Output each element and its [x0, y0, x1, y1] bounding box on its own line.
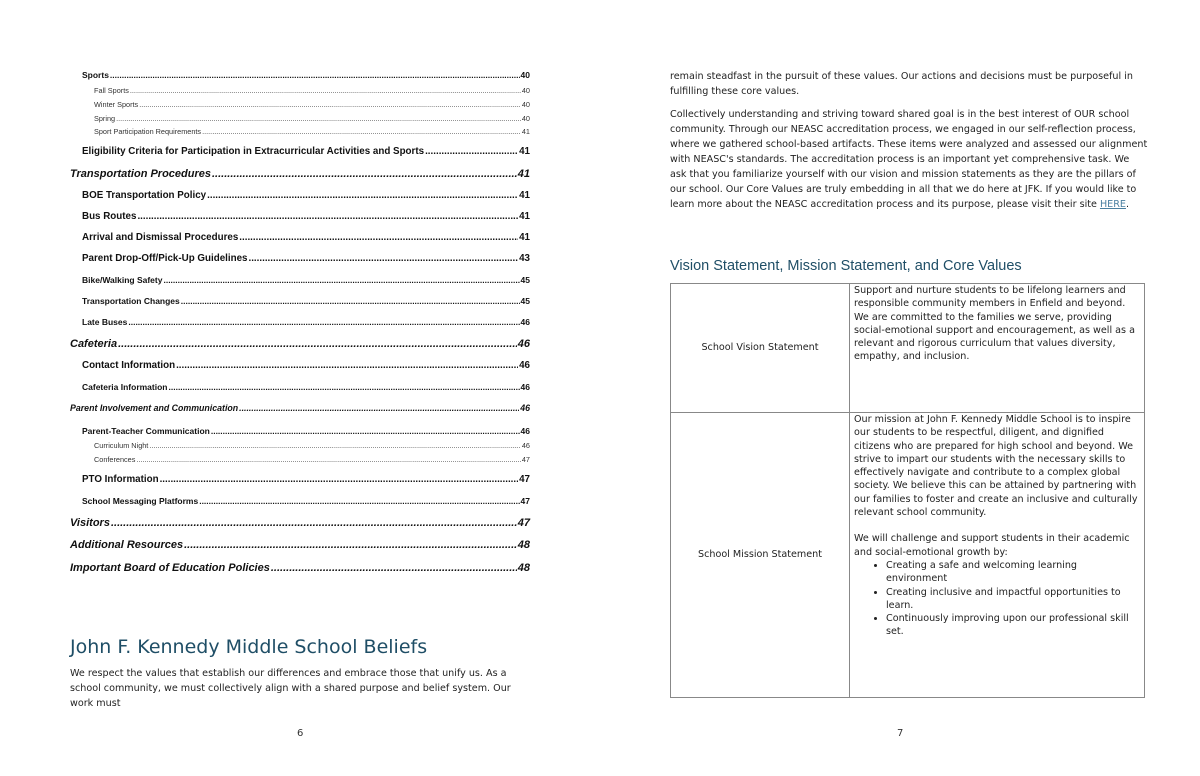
- toc-entry[interactable]: [0, 190, 530, 201]
- dot-leader: [136, 455, 521, 464]
- toc-page: 41: [517, 168, 530, 180]
- toc-page: 40: [521, 100, 530, 109]
- toc-page: 43: [519, 253, 530, 264]
- toc-label: Eligibility Criteria for Participation in Extracurricular Activities and Sports: [82, 146, 425, 157]
- toc-label: Bike/Walking Safety: [82, 275, 163, 285]
- dot-leader: [271, 562, 517, 574]
- toc-entry[interactable]: [0, 232, 530, 243]
- dot-leader: [110, 70, 520, 80]
- toc-entry[interactable]: [0, 86, 530, 95]
- toc-page: 48: [517, 539, 530, 551]
- toc-entry[interactable]: [0, 474, 530, 485]
- dot-leader: [184, 539, 517, 551]
- toc-entry[interactable]: [0, 70, 530, 80]
- toc-label: BOE Transportation Policy: [82, 190, 207, 201]
- toc-label: Spring: [94, 114, 116, 123]
- toc-page: 46: [520, 426, 530, 436]
- toc-entry[interactable]: [0, 382, 530, 392]
- toc-label: Contact Information: [82, 360, 176, 371]
- toc-entry[interactable]: [0, 253, 530, 264]
- toc-label: School Messaging Platforms: [82, 496, 199, 506]
- toc-page: 41: [519, 232, 530, 243]
- dot-leader: [212, 168, 517, 180]
- toc-page: 40: [521, 114, 530, 123]
- dot-leader: [149, 441, 521, 450]
- toc-page: 47: [521, 455, 530, 464]
- dot-leader: [139, 100, 521, 109]
- section-heading: Vision Statement, Mission Statement, and Core Values: [670, 258, 1022, 274]
- toc-entry[interactable]: [0, 275, 530, 285]
- toc-page: 47: [519, 474, 530, 485]
- dot-leader: [176, 360, 518, 371]
- period: .: [1125, 199, 1130, 210]
- toc-label: Arrival and Dismissal Procedures: [82, 232, 239, 243]
- toc-label: Late Buses: [82, 317, 128, 327]
- toc-page: 41: [519, 211, 530, 222]
- toc-label: Cafeteria: [70, 338, 118, 350]
- page-number: 6: [297, 728, 304, 739]
- toc-label: Curriculum Night: [94, 441, 149, 450]
- toc-label: Sports: [82, 70, 109, 80]
- toc-entry[interactable]: [0, 562, 530, 574]
- vision-label: School Vision Statement: [671, 284, 850, 413]
- mission-text: Our mission at John F. Kennedy Middle School is to inspire our students to be respectful, diligent, and dignified citizens who are prepared for high school and beyond. We strive to impart our students with the necessary skills to effectively navigate and contribute to a complex global society. We believe this can be attained by partnering with our families to foster and create an inclusive and culturally relevant school community.: [854, 414, 1138, 519]
- dot-leader: [130, 86, 521, 95]
- dot-leader: [239, 232, 518, 243]
- dot-leader: [160, 474, 519, 485]
- toc-label: Conferences: [94, 455, 136, 464]
- beliefs-text: We respect the values that establish our differences and embrace those that unify us. As a school community, we must collectively align with a shared purpose and belief system. Our work must: [70, 668, 511, 709]
- toc-entry[interactable]: [0, 338, 530, 350]
- toc-entry[interactable]: [0, 455, 530, 464]
- toc-page: 47: [520, 496, 530, 506]
- table-row: [671, 284, 1145, 413]
- toc-entry[interactable]: [0, 168, 530, 180]
- toc-page: 46: [520, 403, 530, 413]
- paragraph: remain steadfast in the pursuit of these values. Our actions and decisions must be purposeful in fulfilling these core values.: [670, 71, 1133, 97]
- toc-label: Important Board of Education Policies: [70, 562, 270, 574]
- toc-entry[interactable]: [0, 360, 530, 371]
- beliefs-heading: John F. Kennedy Middle School Beliefs: [70, 636, 428, 658]
- toc-label: Winter Sports: [94, 100, 139, 109]
- dot-leader: [137, 211, 518, 222]
- toc-entry[interactable]: [0, 317, 530, 327]
- dot-leader: [111, 517, 517, 529]
- dot-leader: [181, 296, 520, 306]
- toc-label: Sport Participation Requirements: [94, 127, 202, 136]
- mission-label: School Mission Statement: [671, 413, 850, 698]
- toc-entry[interactable]: [0, 496, 530, 506]
- toc-entry[interactable]: [0, 403, 530, 413]
- here-link[interactable]: HERE: [1099, 199, 1126, 210]
- toc-label: PTO Information: [82, 474, 159, 485]
- toc-label: Fall Sports: [94, 86, 129, 95]
- dot-leader: [128, 317, 519, 327]
- toc-label: Additional Resources: [70, 539, 184, 551]
- mission-cell: [850, 413, 1145, 698]
- toc-page: 41: [519, 190, 530, 201]
- dot-leader: [199, 496, 519, 506]
- mission-bullets: [854, 559, 1140, 639]
- toc-page: 48: [517, 562, 530, 574]
- toc-page: 47: [517, 517, 530, 529]
- toc-page: 40: [521, 86, 530, 95]
- bullet-item: • Continuously improving upon our professional skill set.: [886, 612, 1140, 639]
- bullet-item: • Creating inclusive and impactful opportunities to learn.: [886, 586, 1140, 613]
- mission-text-2: We will challenge and support students in their academic and social-emotional growth by:: [854, 533, 1130, 558]
- toc-page: 46: [519, 360, 530, 371]
- dot-leader: [202, 127, 521, 136]
- toc-page: 46: [520, 317, 530, 327]
- paragraph-text: Collectively understanding and striving toward shared goal is in the best interest of OUR school community. Through our NEASC accreditation process, we engaged in our self-reflection process, where we gathered school-based artifacts. These items were analyzed and assessed our alignment with NEASC's standards. The accreditation process is an important yet comprehensive task. We ask that you familiarize yourself with our vision and mission statements as they are the pillars of our school. Our Core Values are truly embedding in all that we do here at JFK. If you would like to learn more about the NEASC accreditation process and its purpose, please visit their site: [670, 109, 1148, 210]
- toc-entry[interactable]: [0, 441, 530, 450]
- paragraph: [670, 107, 1148, 212]
- toc-entry[interactable]: [0, 146, 530, 157]
- toc-label: Visitors: [70, 517, 110, 529]
- toc-page: 40: [520, 70, 530, 80]
- dot-leader: [207, 190, 518, 201]
- dot-leader: [211, 426, 520, 436]
- vision-mission-table: [670, 283, 1145, 698]
- toc-label: Parent-Teacher Communication: [82, 426, 210, 436]
- toc-page: 45: [520, 296, 530, 306]
- toc-label: Parent Involvement and Communication: [70, 403, 239, 413]
- dot-leader: [116, 114, 521, 123]
- dot-leader: [425, 146, 518, 157]
- toc-label: Parent Drop-Off/Pick-Up Guidelines: [82, 253, 248, 264]
- bullet-item: • Creating a safe and welcoming learning environment: [886, 559, 1140, 586]
- table-row: [671, 413, 1145, 698]
- toc-entry[interactable]: [0, 100, 530, 109]
- toc-entry[interactable]: [0, 426, 530, 436]
- dot-leader: [163, 275, 519, 285]
- toc-page: 45: [520, 275, 530, 285]
- toc-entry[interactable]: [0, 211, 530, 222]
- dot-leader: [118, 338, 517, 350]
- toc-page: 46: [520, 382, 530, 392]
- toc-label: Transportation Changes: [82, 296, 180, 306]
- vision-text: Support and nurture students to be lifelong learners and responsible community members in Enfield and beyond. We are committed to the families we serve, providing social-emotional support and encouragement, as well as a relevant and rigorous curriculum that values diversity, empathy, and inclusion.: [850, 284, 1145, 413]
- toc-page: 46: [517, 338, 530, 350]
- toc-entry[interactable]: [0, 114, 530, 123]
- toc-entry[interactable]: [0, 127, 530, 136]
- toc-entry[interactable]: [0, 296, 530, 306]
- toc-label: Bus Routes: [82, 211, 137, 222]
- toc-label: Cafeteria Information: [82, 382, 168, 392]
- dot-leader: [239, 403, 519, 413]
- dot-leader: [169, 382, 520, 392]
- toc-page: 41: [519, 146, 530, 157]
- toc-entry[interactable]: [0, 539, 530, 551]
- dot-leader: [248, 253, 518, 264]
- page-number: 7: [897, 728, 904, 739]
- toc-page: 41: [521, 127, 530, 136]
- toc-label: Transportation Procedures: [70, 168, 211, 180]
- toc-entry[interactable]: [0, 517, 530, 529]
- toc-page: 46: [521, 441, 530, 450]
